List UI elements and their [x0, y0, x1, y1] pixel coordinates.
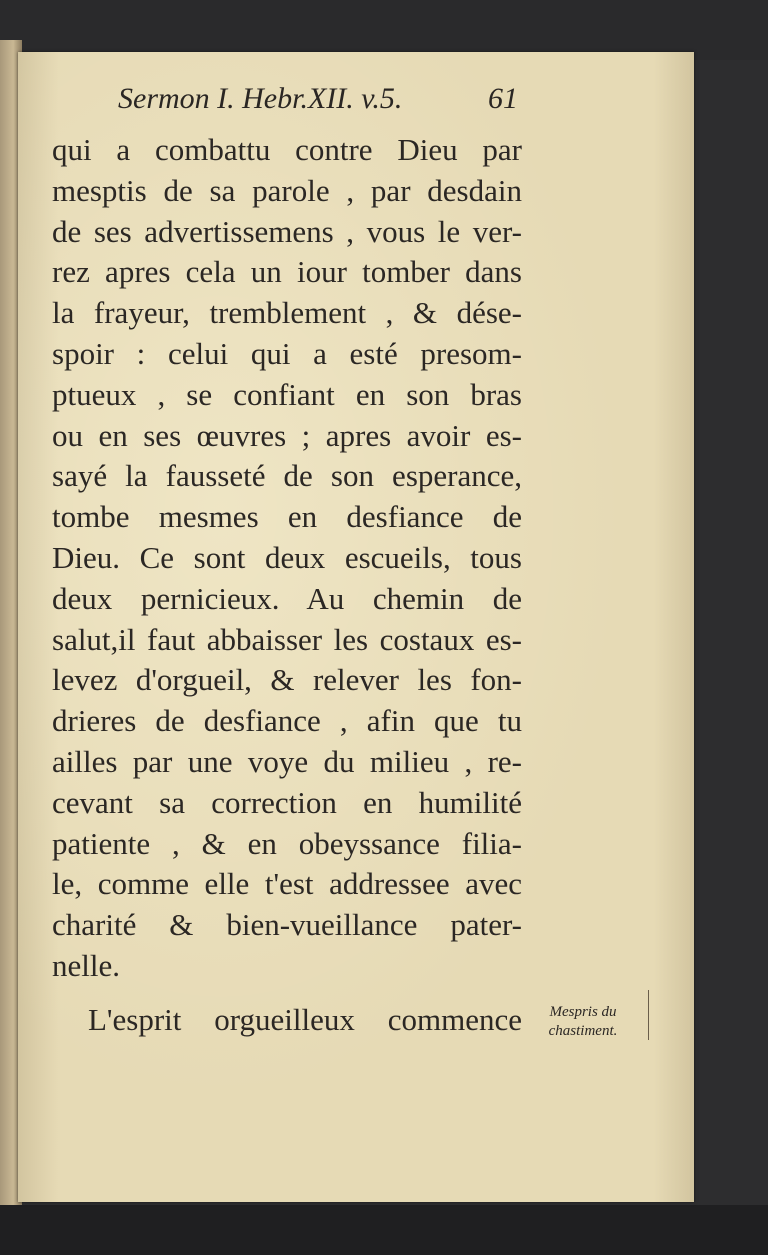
scan-background-bottom — [0, 1205, 768, 1255]
text-line: drieres de desfiance , afin que tu — [52, 703, 522, 739]
running-title: Sermon I. Hebr.XII. v.5. — [118, 82, 403, 115]
text-line: tombe mesmes en desfiance de — [52, 499, 522, 535]
margin-note — [528, 1003, 638, 1041]
text-line: charité & bien-vueillance pater- — [52, 907, 522, 943]
text-line: ou en ses œuvres ; apres avoir es- — [52, 417, 522, 453]
text-line: nelle. — [52, 947, 120, 983]
margin-note-line: Mespris du — [549, 1004, 617, 1020]
text-line: ptueux , se confiant en son bras — [52, 376, 522, 412]
page-number: 61 — [488, 82, 518, 115]
scan-background-top — [0, 0, 768, 60]
text-line: rez apres cela un iour tomber dans — [52, 254, 522, 290]
text-line: levez d'orgueil, & relever les fon- — [52, 662, 522, 698]
text-line: spoir : celui qui a esté presom- — [52, 335, 522, 371]
text-line: sayé la fausseté de son esperance, — [52, 458, 522, 494]
text-line: salut,il faut abbaisser les costaux es- — [52, 621, 522, 657]
text-line: deux pernicieux. Au chemin de — [52, 580, 522, 616]
text-line: cevant sa correction en humilité — [52, 784, 522, 820]
text-line: mesptis de sa parole , par desdain — [52, 172, 522, 208]
page-header — [118, 82, 518, 126]
next-paragraph-line: L'esprit orgueilleux commence — [88, 1002, 522, 1037]
margin-note-line: chastiment. — [548, 1023, 618, 1039]
text-line: la frayeur, tremblement , & dése- — [52, 295, 522, 331]
margin-rule — [648, 990, 649, 1040]
text-line: Dieu. Ce sont deux escueils, tous — [52, 539, 522, 575]
text-line: ailles par une voye du milieu , re- — [52, 743, 522, 779]
text-line: patiente , & en obeyssance filia- — [52, 825, 522, 861]
text-line: qui a combattu contre Dieu par — [52, 132, 522, 167]
text-line: le, comme elle t'est addressee avec — [52, 866, 522, 902]
text-line: de ses advertissemens , vous le ver- — [52, 213, 522, 249]
body-text — [52, 130, 522, 987]
